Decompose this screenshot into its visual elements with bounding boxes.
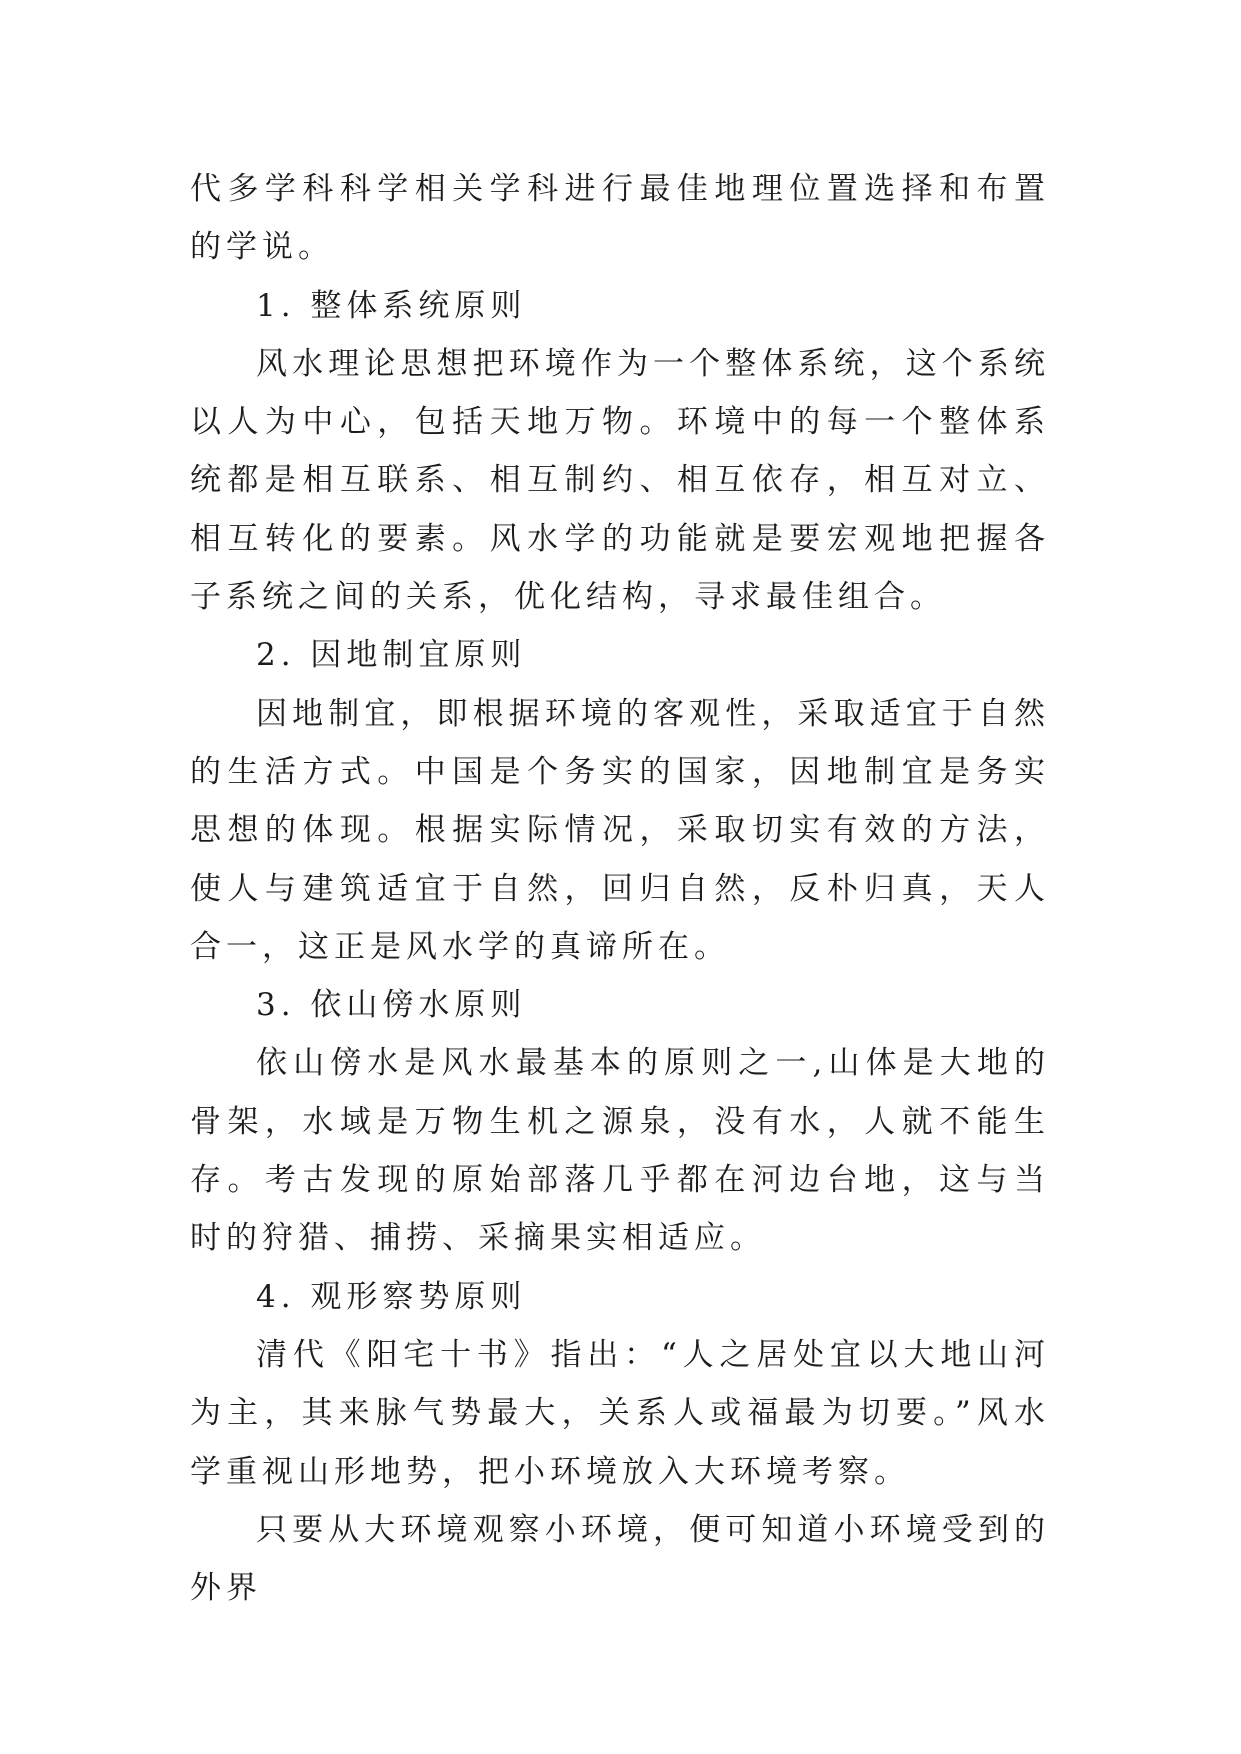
paragraph-local-conditions-principle: 因地制宜，即根据环境的客观性，采取适宜于自然的生活方式。中国是个务实的国家，因地制宜是务实思想的体现。根据实际情况，采取切实有效的方法，使人与建筑适宜于自然，回归自然，反朴归真，天人合一，这正是风水学的真谛所在。 — [190, 695, 1050, 965]
heading-holistic-principle: 1. 整体系统原则 — [256, 287, 527, 324]
document-body — [190, 160, 1050, 1617]
heading-local-conditions-principle: 2. 因地制宜原则 — [256, 637, 527, 674]
paragraph-mountain-water-principle: 依山傍水是风水最基本的原则之一,山体是大地的骨架，水域是万物生机之源泉，没有水，人就不能生存。考古发现的原始部落几乎都在河边台地，这与当时的狩猎、捕捞、采摘果实相适应。 — [190, 1045, 1050, 1257]
heading-mountain-water-principle: 3. 依山傍水原则 — [256, 987, 527, 1024]
paragraph-observe-terrain-continued: 只要从大环境观察小环境，便可知道小环境受到的外界 — [190, 1511, 1050, 1607]
heading-observe-terrain-principle: 4. 观形察势原则 — [256, 1278, 527, 1315]
paragraph-observe-terrain-principle: 清代《阳宅十书》指出：“人之居处宜以大地山河为主，其来脉气势最大，关系人或福最为切要。”风水学重视山形地势，把小环境放入大环境考察。 — [190, 1336, 1050, 1490]
paragraph-continuation: 代多学科科学相关学科进行最佳地理位置选择和布置的学说。 — [190, 171, 1050, 266]
paragraph-holistic-principle: 风水理论思想把环境作为一个整体系统，这个系统以人为中心，包括天地万物。环境中的每一个整体系统都是相互联系、相互制约、相互依存，相互对立、相互转化的要素。风水学的功能就是要宏观地把握各子系统之间的关系，优化结构，寻求最佳组合。 — [190, 345, 1050, 616]
